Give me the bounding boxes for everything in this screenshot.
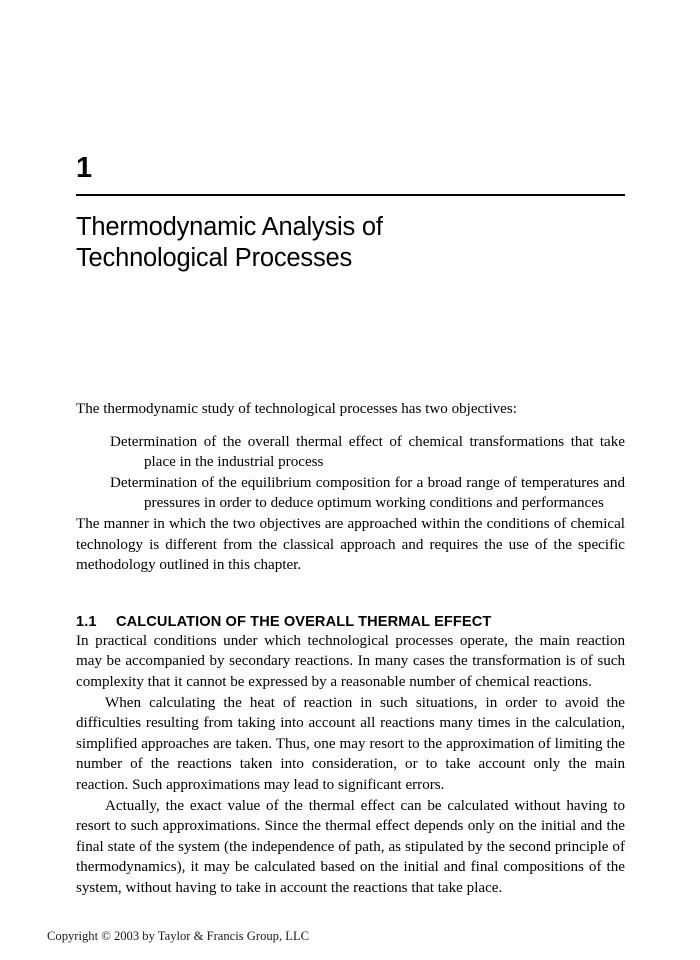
chapter-title-line-1: Thermodynamic Analysis of	[76, 213, 383, 241]
page-content	[76, 399, 625, 898]
objective-item: Determination of the overall thermal effect of chemical transformations that take place in the industrial process	[110, 433, 625, 471]
chapter-divider-rule	[76, 194, 625, 196]
section-paragraph: Actually, the exact value of the thermal effect can be calculated without having to resort to such approximations. Since the thermal effect depends only on the initial and the final state of the system (the independence of path, as stipulated by the second principle of thermodynamics), it may be calculated based on the initial and final compositions of the system, without having to take in account the reactions that take place.	[76, 797, 625, 896]
chapter-number: 1	[76, 152, 92, 184]
section-title: CALCULATION OF THE OVERALL THERMAL EFFECT	[116, 613, 492, 630]
section-number: 1.1	[76, 613, 97, 630]
intro-closing-paragraph: The manner in which the two objectives are approached within the conditions of chemical technology is different from the classical approach and requires the use of the specific methodology outlined in this chapter.	[76, 515, 625, 574]
objective-item: Determination of the equilibrium composition for a broad range of temperatures and pressures in order to deduce optimum working conditions and performances	[110, 474, 625, 512]
chapter-title	[76, 212, 556, 274]
objectives-list	[76, 432, 625, 514]
section-heading	[76, 613, 625, 631]
copyright-footer: Copyright © 2003 by Taylor & Francis Group, LLC	[47, 929, 310, 943]
section-paragraph: In practical conditions under which technological processes operate, the main reaction may be accompanied by secondary reactions. In many cases the transformation is of such complexity that it cannot be expressed by a reasonable number of chemical reactions.	[76, 632, 625, 690]
chapter-title-line-2: Technological Processes	[76, 244, 353, 272]
chapter-header	[76, 152, 625, 274]
intro-lead-paragraph: The thermodynamic study of technological processes has two objectives:	[76, 401, 517, 417]
section-paragraph: When calculating the heat of reaction in such situations, in order to avoid the difficulties resulting from taking into account all reactions many times in the calculation, simplified approaches are taken. Thus, one may resort to the approximation of limiting the number of the reactions taken into consideration, or to take account only the main reaction. Such approximations may lead to significant errors.	[76, 694, 625, 793]
